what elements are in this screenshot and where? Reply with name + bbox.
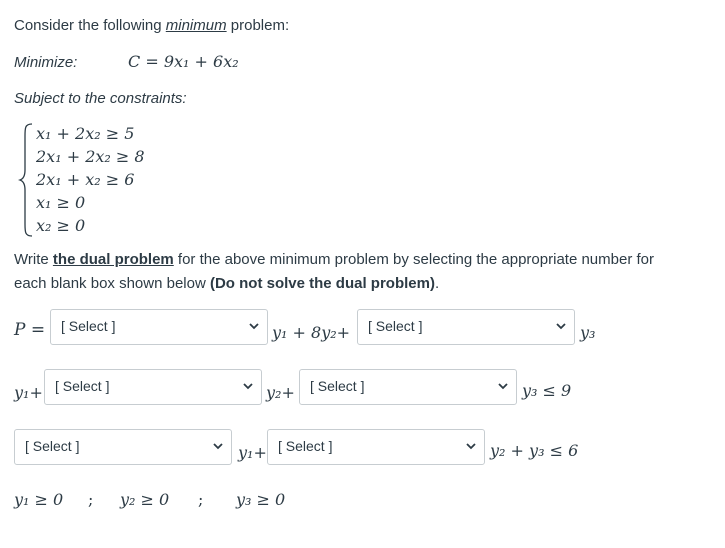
row2-mid: y₂+ [266, 383, 295, 402]
chevron-down-icon [249, 321, 259, 331]
row1-end: y₃ [580, 323, 596, 342]
instr-part3: each blank box shown below [14, 275, 210, 292]
constraint-brace [18, 122, 34, 238]
chevron-down-icon [466, 441, 476, 451]
instructions-line2 [14, 275, 439, 292]
select-c2-y1-coef[interactable] [14, 429, 232, 465]
select-text: [ Select ] [278, 438, 333, 454]
constraint-3: 2x₁ + x₂ ≥ 6 [36, 170, 135, 189]
minimum-link[interactable]: minimum [165, 17, 227, 34]
select-text: [ Select ] [61, 318, 116, 334]
minimize-label: Minimize: [14, 54, 78, 71]
nonneg-y1: y₁ ≥ 0 [14, 490, 64, 509]
constraint-5: x₂ ≥ 0 [36, 216, 86, 235]
nonneg-y2: y₂ ≥ 0 [120, 490, 170, 509]
row3-end: y₂ + y₃ ≤ 6 [490, 441, 579, 460]
select-text: [ Select ] [310, 378, 365, 394]
instr-part1: Write [14, 251, 53, 268]
row2-start: y₁+ [14, 383, 43, 402]
chevron-down-icon [213, 441, 223, 451]
instr-end: . [434, 275, 440, 292]
objective-formula: C = 9x₁ + 6x₂ [128, 52, 239, 71]
row1-mid: y₁ + 8y₂+ [272, 323, 351, 342]
select-text: [ Select ] [368, 318, 423, 334]
constraint-1: x₁ + 2x₂ ≥ 5 [36, 124, 135, 143]
chevron-down-icon [498, 381, 508, 391]
constraint-4: x₁ ≥ 0 [36, 193, 86, 212]
chevron-down-icon [243, 381, 253, 391]
select-p-y1-coef[interactable] [50, 309, 268, 345]
instructions-line1 [14, 251, 654, 268]
intro-before: Consider the following [14, 17, 166, 34]
select-p-y3-coef[interactable] [357, 309, 575, 345]
select-c1-y2-coef[interactable] [44, 369, 262, 405]
constraint-2: 2x₁ + 2x₂ ≥ 8 [36, 147, 145, 166]
select-text: [ Select ] [55, 378, 110, 394]
p-equals: P = [14, 320, 46, 340]
instr-bold: (Do not solve the dual problem) [209, 275, 435, 292]
row2-end: y₃ ≤ 9 [522, 381, 572, 400]
chevron-down-icon [556, 321, 566, 331]
row3-mid: y₁+ [238, 443, 267, 462]
nonneg-y3: y₃ ≥ 0 [236, 490, 286, 509]
nonneg-sep-1: ; [88, 490, 94, 509]
intro-after: problem: [226, 17, 290, 34]
select-c2-y2-coef[interactable] [267, 429, 485, 465]
subject-label: Subject to the constraints: [14, 90, 187, 107]
instr-part2: for the above minimum problem by selecting the appropriate number for [173, 251, 654, 268]
nonneg-sep-2: ; [198, 490, 204, 509]
select-text: [ Select ] [25, 438, 80, 454]
select-c1-y3-coef[interactable] [299, 369, 517, 405]
dual-problem-link[interactable]: the dual problem [52, 251, 174, 268]
intro-text [14, 17, 289, 34]
